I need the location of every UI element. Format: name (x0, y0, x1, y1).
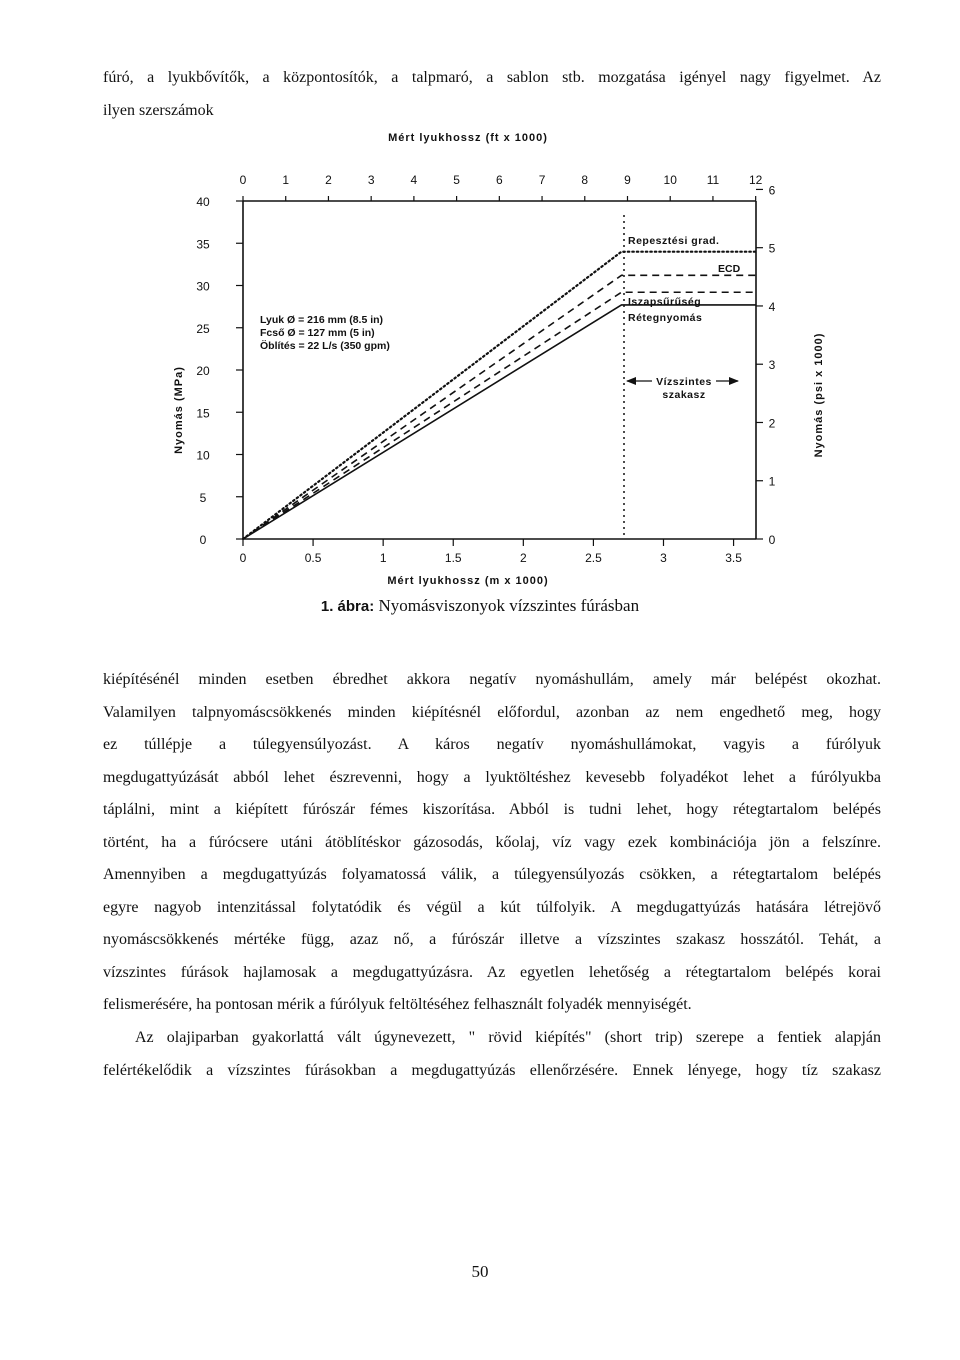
bottom-tick-labels (240, 539, 743, 565)
page-number: 50 (471, 1262, 489, 1281)
top-tick-label: 8 (581, 173, 589, 187)
top-tick-label: 3 (367, 173, 375, 187)
top-tick-label: 1 (282, 173, 290, 187)
text-line: kiépítésénél minden esetben ébredhet akkora negatív nyomáshullám, amely már belépést okozhat. (103, 671, 881, 688)
left-tick-label: 25 (196, 321, 210, 336)
text-line: vízszintes fúrások hajlamosak a megdugattyúzásra. Az egyetlen lehetőség a rétegtartalom belépés korai (103, 963, 881, 981)
right-tick-label: 1 (768, 474, 776, 489)
left-tick-labels (196, 195, 243, 547)
left-tick-label: 20 (196, 364, 210, 378)
text-line: egyre nagyob intenzitással folytatódik és végül a kút túlfolyik. A megdugattyúzás hatására létrejövő (103, 898, 881, 916)
top-tick-label: 10 (663, 173, 677, 187)
left-tick-label: 5 (199, 490, 207, 505)
body-paragraph-2 (103, 1022, 881, 1087)
text-line: felismerésére, ha pontosan mérik a fúrólyuk feltöltéséhez felhasznált folyadék mennyiségét. (103, 996, 692, 1013)
right-tick-label: 3 (768, 358, 776, 373)
left-tick-label: 15 (196, 406, 210, 421)
right-tick-labels (756, 183, 776, 547)
label-retegnyomas: Rétegnyomás (628, 312, 703, 324)
text-line: Az olajiparban gyakorlattá vált úgynevezett, " rövid kiépítés" (short trip) szerepe a fentiek alapján (135, 1029, 881, 1046)
legend-line: Fcső Ø = 127 mm (5 in) (260, 327, 375, 339)
right-tick-label: 4 (768, 299, 776, 314)
label-iszap: Iszapsűrűség (628, 296, 702, 308)
bottom-tick-label: 1 (379, 551, 387, 565)
caption-number: 1. ábra: (320, 598, 375, 615)
text-line: megdugattyúzását abból lehet észrevenni, hogy a lyuktöltéshez kevesebb folyadékot lehet a fúrólyukba (103, 768, 881, 786)
bottom-axis-title: Mért lyukhossz (m x 1000) (387, 575, 549, 587)
text-line: ez túllépje a túlegyensúlyozást. A káros negatív nyomáshullámokat, vagyis a fúrólyuk (103, 736, 881, 753)
top-tick-labels (240, 173, 763, 201)
legend-line: Öblítés = 22 L/s (350 gpm) (260, 340, 390, 352)
right-tick-label: 5 (768, 241, 776, 256)
body-paragraph (103, 664, 881, 1022)
figure-caption (0, 596, 960, 616)
top-tick-label: 5 (453, 173, 460, 187)
left-tick-label: 0 (199, 533, 207, 547)
left-tick-label: 10 (196, 448, 210, 463)
left-tick-label: 35 (196, 237, 210, 252)
right-tick-label: 0 (768, 533, 776, 547)
text-line: táplálni, mint a kiépített fúrószár fémes kiszorítása. Abból is tudni lehet, hogy rétegtartalom belépés (103, 801, 881, 818)
bottom-tick-label: 1.5 (444, 551, 462, 565)
bottom-tick-label: 0.5 (304, 551, 322, 565)
top-tick-label: 12 (748, 173, 763, 187)
label-szakasz: szakasz (662, 389, 706, 401)
left-tick-label: 40 (196, 195, 210, 209)
bottom-tick-label: 3 (660, 551, 667, 565)
top-tick-label: 9 (624, 173, 631, 187)
legend-line: Lyuk Ø = 216 mm (8.5 in) (260, 314, 384, 326)
label-vizszintes: Vízszintes (656, 376, 712, 388)
text-line: ilyen szerszámok (103, 101, 214, 119)
label-repesztesi: Repesztési grad. (628, 235, 720, 247)
bottom-tick-label: 2.5 (585, 551, 602, 565)
left-tick-label: 30 (196, 279, 210, 294)
left-axis-title: Nyomás (MPa) (173, 366, 185, 454)
label-ecd: ECD (718, 263, 741, 275)
text-line: fúró, a lyukbővítők, a központosítók, a talpmaró, a sablon stb. mozgatása igényel nagy figyelmet. Az (103, 69, 881, 86)
bottom-tick-label: 0 (239, 551, 247, 565)
text-line: felértékelődik a vízszintes fúrásokban a megdugattyúzás ellenőrzésére. Ennek lényege, hogy tíz szakasz (103, 1061, 881, 1079)
text-line: nyomáscsökkenés mértéke függ, azaz nő, a fúrószár illetve a vízszintes szakasz hosszától. Tehát, a (103, 931, 881, 948)
text-line: történt, ha a fúrócsere utáni átöblítéskor gázosodás, kőolaj, víz vagy ezek kombinációja jön a felszínre. (103, 833, 881, 851)
bottom-tick-label: 3.5 (725, 551, 742, 565)
top-tick-label: 2 (325, 173, 332, 187)
top-tick-label: 6 (495, 173, 503, 187)
bottom-tick-label: 2 (519, 551, 527, 565)
right-tick-label: 6 (768, 183, 776, 198)
right-axis-title: Nyomás (psi x 1000) (813, 332, 825, 458)
text-line: Valamilyen talpnyomáscsökkenés minden kiépítésnél előfordul, azonban az nem engedhető meg, hogy (103, 703, 881, 721)
right-tick-label: 2 (768, 416, 776, 431)
top-tick-label: 7 (538, 173, 546, 187)
pressure-figure (0, 0, 960, 600)
text-line: Amennyiben a megdugattyúzás folyamatossá válik, a túlegyensúlyozás csökken, a rétegtartalom belépés (103, 866, 881, 883)
top-tick-label: 0 (239, 173, 247, 187)
top-axis-title: Mért lyukhossz (ft x 1000) (388, 132, 548, 144)
caption-text: Nyomásviszonyok vízszintes fúrásban (374, 596, 640, 615)
top-tick-label: 4 (410, 173, 418, 187)
top-tick-label: 11 (706, 173, 720, 187)
